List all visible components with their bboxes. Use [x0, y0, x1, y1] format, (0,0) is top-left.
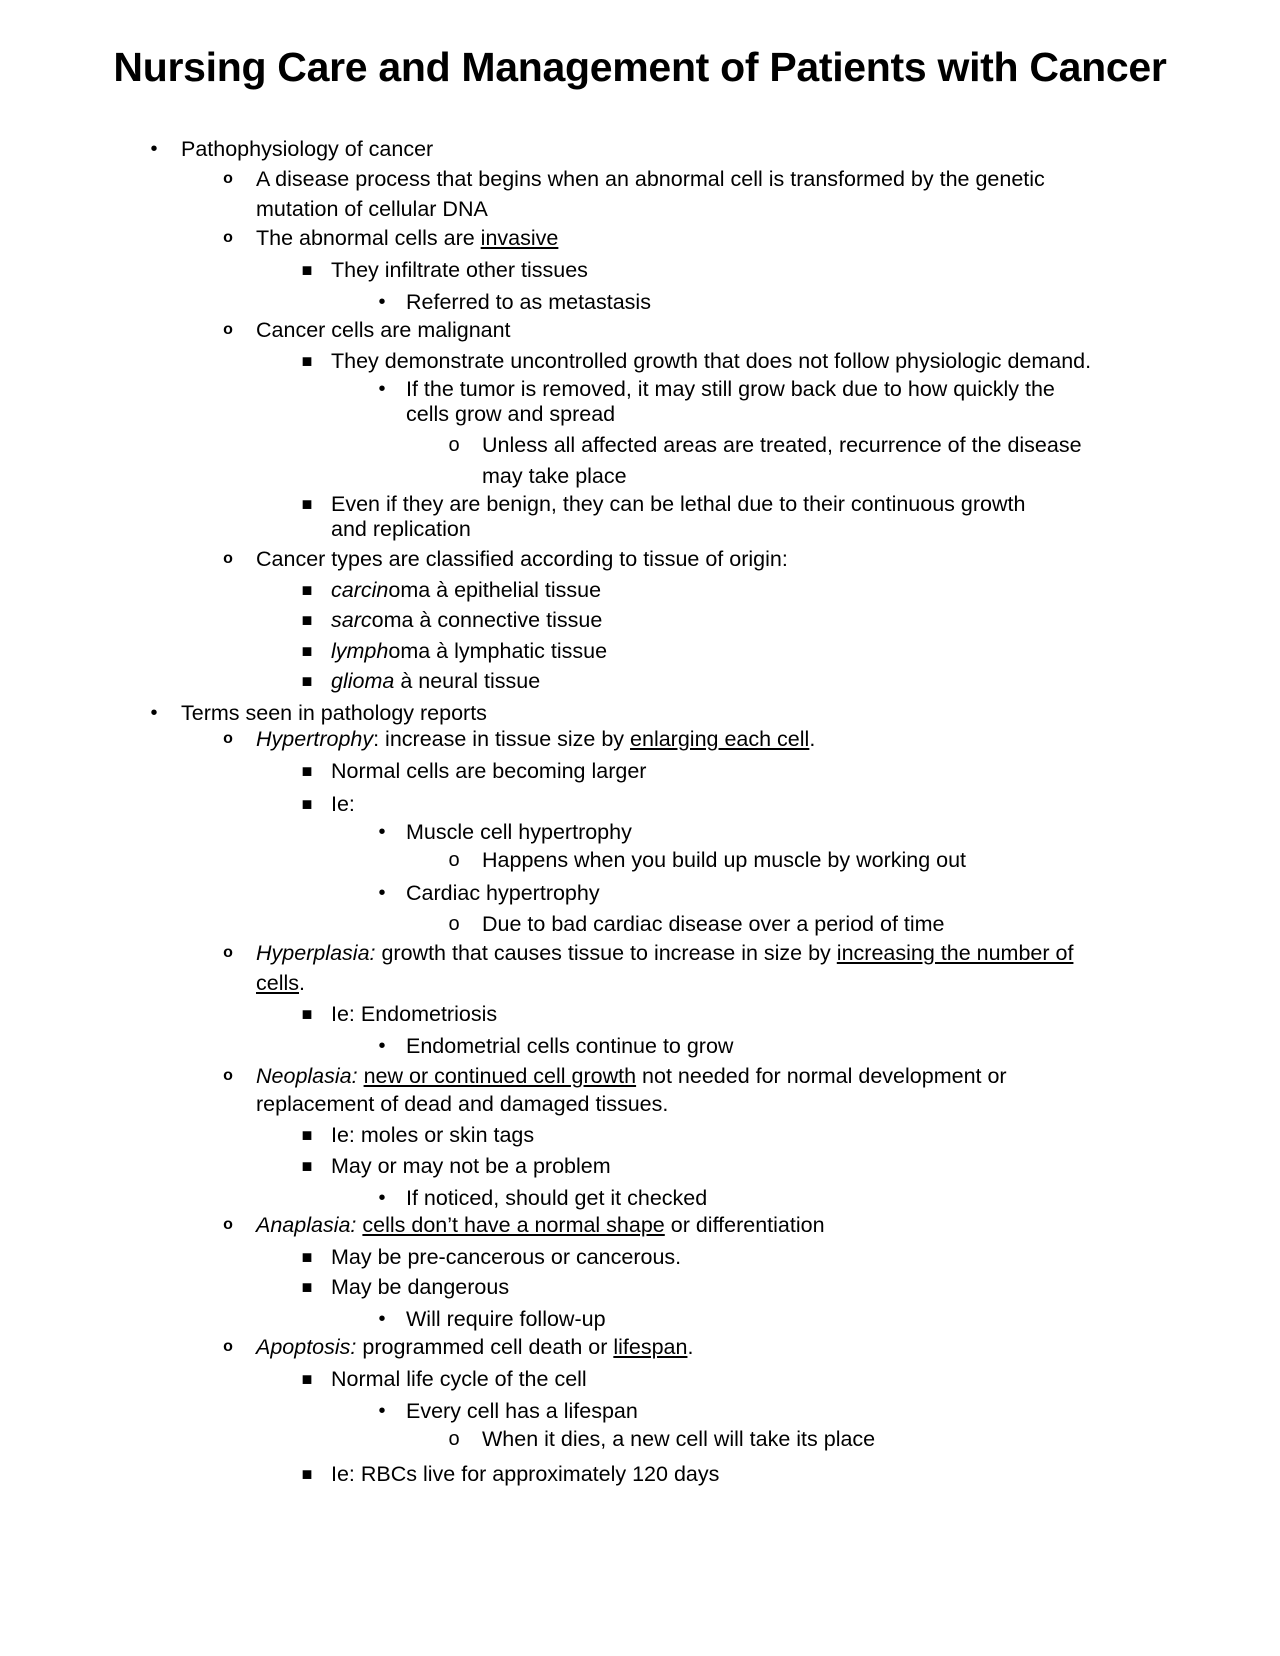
- bullet-marker: o: [223, 170, 233, 187]
- line-text-segment: may take place: [482, 464, 627, 488]
- outline-item-level-3: [301, 256, 588, 284]
- line-text-segment: If noticed, should get it checked: [406, 1186, 708, 1210]
- outline-item-level-2: [223, 165, 1045, 193]
- outline-item-level-1: [150, 135, 434, 163]
- line-text-segment: They infiltrate other tissues: [331, 258, 588, 282]
- outline-item-level-1: [150, 699, 487, 727]
- bullet-marker: •: [378, 821, 386, 843]
- line-text-segment: lifespan: [613, 1335, 688, 1359]
- line-text-segment: Cardiac hypertrophy: [406, 881, 600, 905]
- bullet-marker: o: [223, 944, 233, 961]
- outline-item-level-4: [378, 288, 651, 316]
- line-text-segment: Referred to as metastasis: [406, 290, 651, 314]
- bullet-marker: ■: [301, 794, 313, 814]
- outline-item-level-3: [301, 576, 602, 604]
- line-text-segment: replacement of dead and damaged tissues.: [256, 1092, 669, 1116]
- line-text-segment: oma à epithelial tissue: [388, 578, 602, 602]
- line-text-segment: Ie:: [331, 792, 355, 816]
- line-text-segment: The abnormal cells are: [256, 226, 481, 250]
- bullet-marker: •: [378, 1308, 386, 1330]
- outline-item-level-5: [448, 910, 945, 938]
- line-text-segment: Muscle cell hypertrophy: [406, 820, 632, 844]
- line-text-segment: Even if they are benign, they can be lethal due to their continuous growth: [331, 492, 1026, 516]
- outline-item-level-5: [448, 1425, 876, 1453]
- bullet-marker: o: [223, 1216, 233, 1233]
- line-text-segment: Ie: Endometriosis: [331, 1002, 498, 1026]
- line-text-segment: carcin: [331, 578, 389, 602]
- bullet-marker: ■: [301, 1125, 313, 1145]
- line-text-segment: growth that causes tissue to increase in size by: [375, 941, 837, 965]
- outline-item-level-2: [223, 545, 788, 573]
- outline-item-level-3: [301, 667, 541, 695]
- line-text-segment: Unless all affected areas are treated, recurrence of the disease: [482, 433, 1082, 457]
- bullet-marker: o: [448, 913, 460, 935]
- bullet-marker: •: [150, 138, 158, 160]
- line-text-segment: glioma: [331, 669, 395, 693]
- bullet-marker: o: [223, 321, 233, 338]
- line-text-segment: Normal life cycle of the cell: [331, 1367, 587, 1391]
- page-title: Nursing Care and Management of Patients with Cancer: [113, 44, 1167, 90]
- bullet-marker: ■: [301, 1004, 313, 1024]
- line-text-segment: new or continued cell growth: [363, 1064, 637, 1088]
- line-text-segment: programmed cell death or: [356, 1335, 614, 1359]
- outline-item-level-2: [223, 1211, 825, 1239]
- bullet-marker: o: [223, 1338, 233, 1355]
- line-text-segment: enlarging each cell: [630, 727, 810, 751]
- outline-item-level-3: [331, 515, 471, 543]
- line-text-segment: Endometrial cells continue to grow: [406, 1034, 734, 1058]
- line-text-segment: Cancer types are classified according to tissue of origin:: [256, 547, 788, 571]
- bullet-marker: ■: [301, 1464, 313, 1484]
- bullet-marker: ■: [301, 260, 313, 280]
- bullet-marker: •: [378, 1400, 386, 1422]
- line-text-segment: Normal cells are becoming larger: [331, 759, 647, 783]
- bullet-marker: ■: [301, 1369, 313, 1389]
- bullet-marker: ■: [301, 1156, 313, 1176]
- outline-item-level-5: [482, 462, 627, 490]
- line-text-segment: Cancer cells are malignant: [256, 318, 511, 342]
- line-text-segment: cells don’t have a normal shape: [362, 1213, 665, 1237]
- outline-item-level-2: [223, 316, 511, 344]
- outline-item-level-3: [301, 1121, 535, 1149]
- outline-item-level-4: [378, 818, 632, 846]
- line-text-segment: : increase in tissue size by: [373, 727, 631, 751]
- outline-item-level-4: [378, 1032, 734, 1060]
- line-text-segment: May be pre-cancerous or cancerous.: [331, 1245, 682, 1269]
- line-text-segment: Anaplasia:: [256, 1213, 357, 1237]
- outline-item-level-3: [301, 790, 355, 818]
- outline-item-level-4: [378, 1305, 606, 1333]
- line-text-segment: Pathophysiology of cancer: [181, 137, 434, 161]
- line-text-segment: or differentiation: [664, 1213, 825, 1237]
- outline-item-level-3: [301, 490, 1026, 518]
- outline-item-level-2: [223, 1333, 694, 1361]
- line-text-segment: Every cell has a lifespan: [406, 1399, 638, 1423]
- outline-item-level-2: [256, 969, 305, 997]
- line-text-segment: Apoptosis:: [256, 1335, 357, 1359]
- line-text-segment: .: [687, 1335, 694, 1359]
- outline-item-level-3: [301, 1152, 611, 1180]
- line-text-segment: Happens when you build up muscle by working out: [482, 848, 967, 872]
- line-text-segment: May or may not be a problem: [331, 1154, 611, 1178]
- outline-item-level-2: [223, 725, 816, 753]
- outline-item-level-4: [378, 1184, 708, 1212]
- outline-item-level-4: [378, 1397, 638, 1425]
- outline-item-level-4: [378, 375, 1055, 403]
- line-text-segment: invasive: [480, 226, 559, 250]
- line-text-segment: oma à lymphatic tissue: [388, 639, 608, 663]
- bullet-marker: ■: [301, 351, 313, 371]
- bullet-marker: •: [378, 1187, 386, 1209]
- bullet-marker: o: [223, 1067, 233, 1084]
- outline-item-level-5: [448, 846, 967, 874]
- outline-item-level-3: [301, 606, 603, 634]
- bullet-marker: o: [223, 550, 233, 567]
- line-text-segment: increasing the number of: [836, 941, 1074, 965]
- bullet-marker: o: [448, 434, 460, 456]
- line-text-segment: They demonstrate uncontrolled growth that does not follow physiologic demand.: [331, 349, 1092, 373]
- outline-item-level-2: [223, 224, 559, 252]
- line-text-segment: If the tumor is removed, it may still grow back due to how quickly the: [406, 377, 1055, 401]
- outline-item-level-3: [301, 1000, 498, 1028]
- line-text-segment: oma à connective tissue: [371, 608, 603, 632]
- line-text-segment: Ie: RBCs live for approximately 120 days: [331, 1462, 720, 1486]
- outline-item-level-2: [223, 1062, 1007, 1090]
- line-text-segment: Hypertrophy: [256, 727, 374, 751]
- line-text-segment: sarc: [331, 608, 372, 632]
- bullet-marker: •: [378, 378, 386, 400]
- bullet-marker: ■: [301, 1277, 313, 1297]
- bullet-marker: o: [448, 1428, 460, 1450]
- bullet-marker: ■: [301, 671, 313, 691]
- bullet-marker: ■: [301, 610, 313, 630]
- outline-item-level-4: [406, 400, 615, 428]
- bullet-marker: •: [378, 291, 386, 313]
- outline-item-level-3: [301, 757, 647, 785]
- outline-item-level-3: [301, 1243, 682, 1271]
- bullet-marker: ■: [301, 761, 313, 781]
- line-text-segment: cells: [256, 971, 300, 995]
- line-text-segment: mutation of cellular DNA: [256, 197, 488, 221]
- bullet-marker: ■: [301, 641, 313, 661]
- outline-item-level-3: [301, 637, 608, 665]
- line-text-segment: not needed for normal development or: [636, 1064, 1007, 1088]
- outline-item-level-2: [256, 1090, 668, 1118]
- bullet-marker: •: [150, 702, 158, 724]
- bullet-marker: ■: [301, 1247, 313, 1267]
- line-text-segment: Terms seen in pathology reports: [181, 701, 487, 725]
- line-text-segment: .: [299, 971, 305, 995]
- bullet-marker: •: [378, 882, 386, 904]
- line-text-segment: .: [809, 727, 816, 751]
- line-text-segment: When it dies, a new cell will take its place: [482, 1427, 876, 1451]
- outline-item-level-3: [301, 1273, 510, 1301]
- bullet-marker: ■: [301, 494, 313, 514]
- line-text-segment: Will require follow-up: [406, 1307, 606, 1331]
- line-text-segment: Due to bad cardiac disease over a period of time: [482, 912, 945, 936]
- line-text-segment: lymph: [331, 639, 389, 663]
- bullet-marker: o: [223, 730, 233, 747]
- outline-item-level-3: [301, 347, 1092, 375]
- outline-item-level-2: [256, 195, 488, 223]
- line-text-segment: à neural tissue: [394, 669, 541, 693]
- bullet-marker: o: [448, 849, 460, 871]
- bullet-marker: o: [223, 229, 233, 246]
- outline-item-level-4: [378, 879, 600, 907]
- line-text-segment: Hyperplasia:: [256, 941, 376, 965]
- line-text-segment: A disease process that begins when an abnormal cell is transformed by the genetic: [256, 167, 1045, 191]
- outline-item-level-2: [223, 939, 1074, 967]
- bullet-marker: •: [378, 1035, 386, 1057]
- outline-item-level-3: [301, 1365, 587, 1393]
- line-text-segment: and replication: [331, 517, 471, 541]
- line-text-segment: cells grow and spread: [406, 402, 616, 426]
- line-text-segment: May be dangerous: [331, 1275, 510, 1299]
- bullet-marker: ■: [301, 580, 313, 600]
- outline-item-level-5: [448, 431, 1082, 459]
- line-text-segment: Ie: moles or skin tags: [331, 1123, 535, 1147]
- line-text-segment: Neoplasia:: [256, 1064, 358, 1088]
- outline-item-level-3: [301, 1460, 720, 1488]
